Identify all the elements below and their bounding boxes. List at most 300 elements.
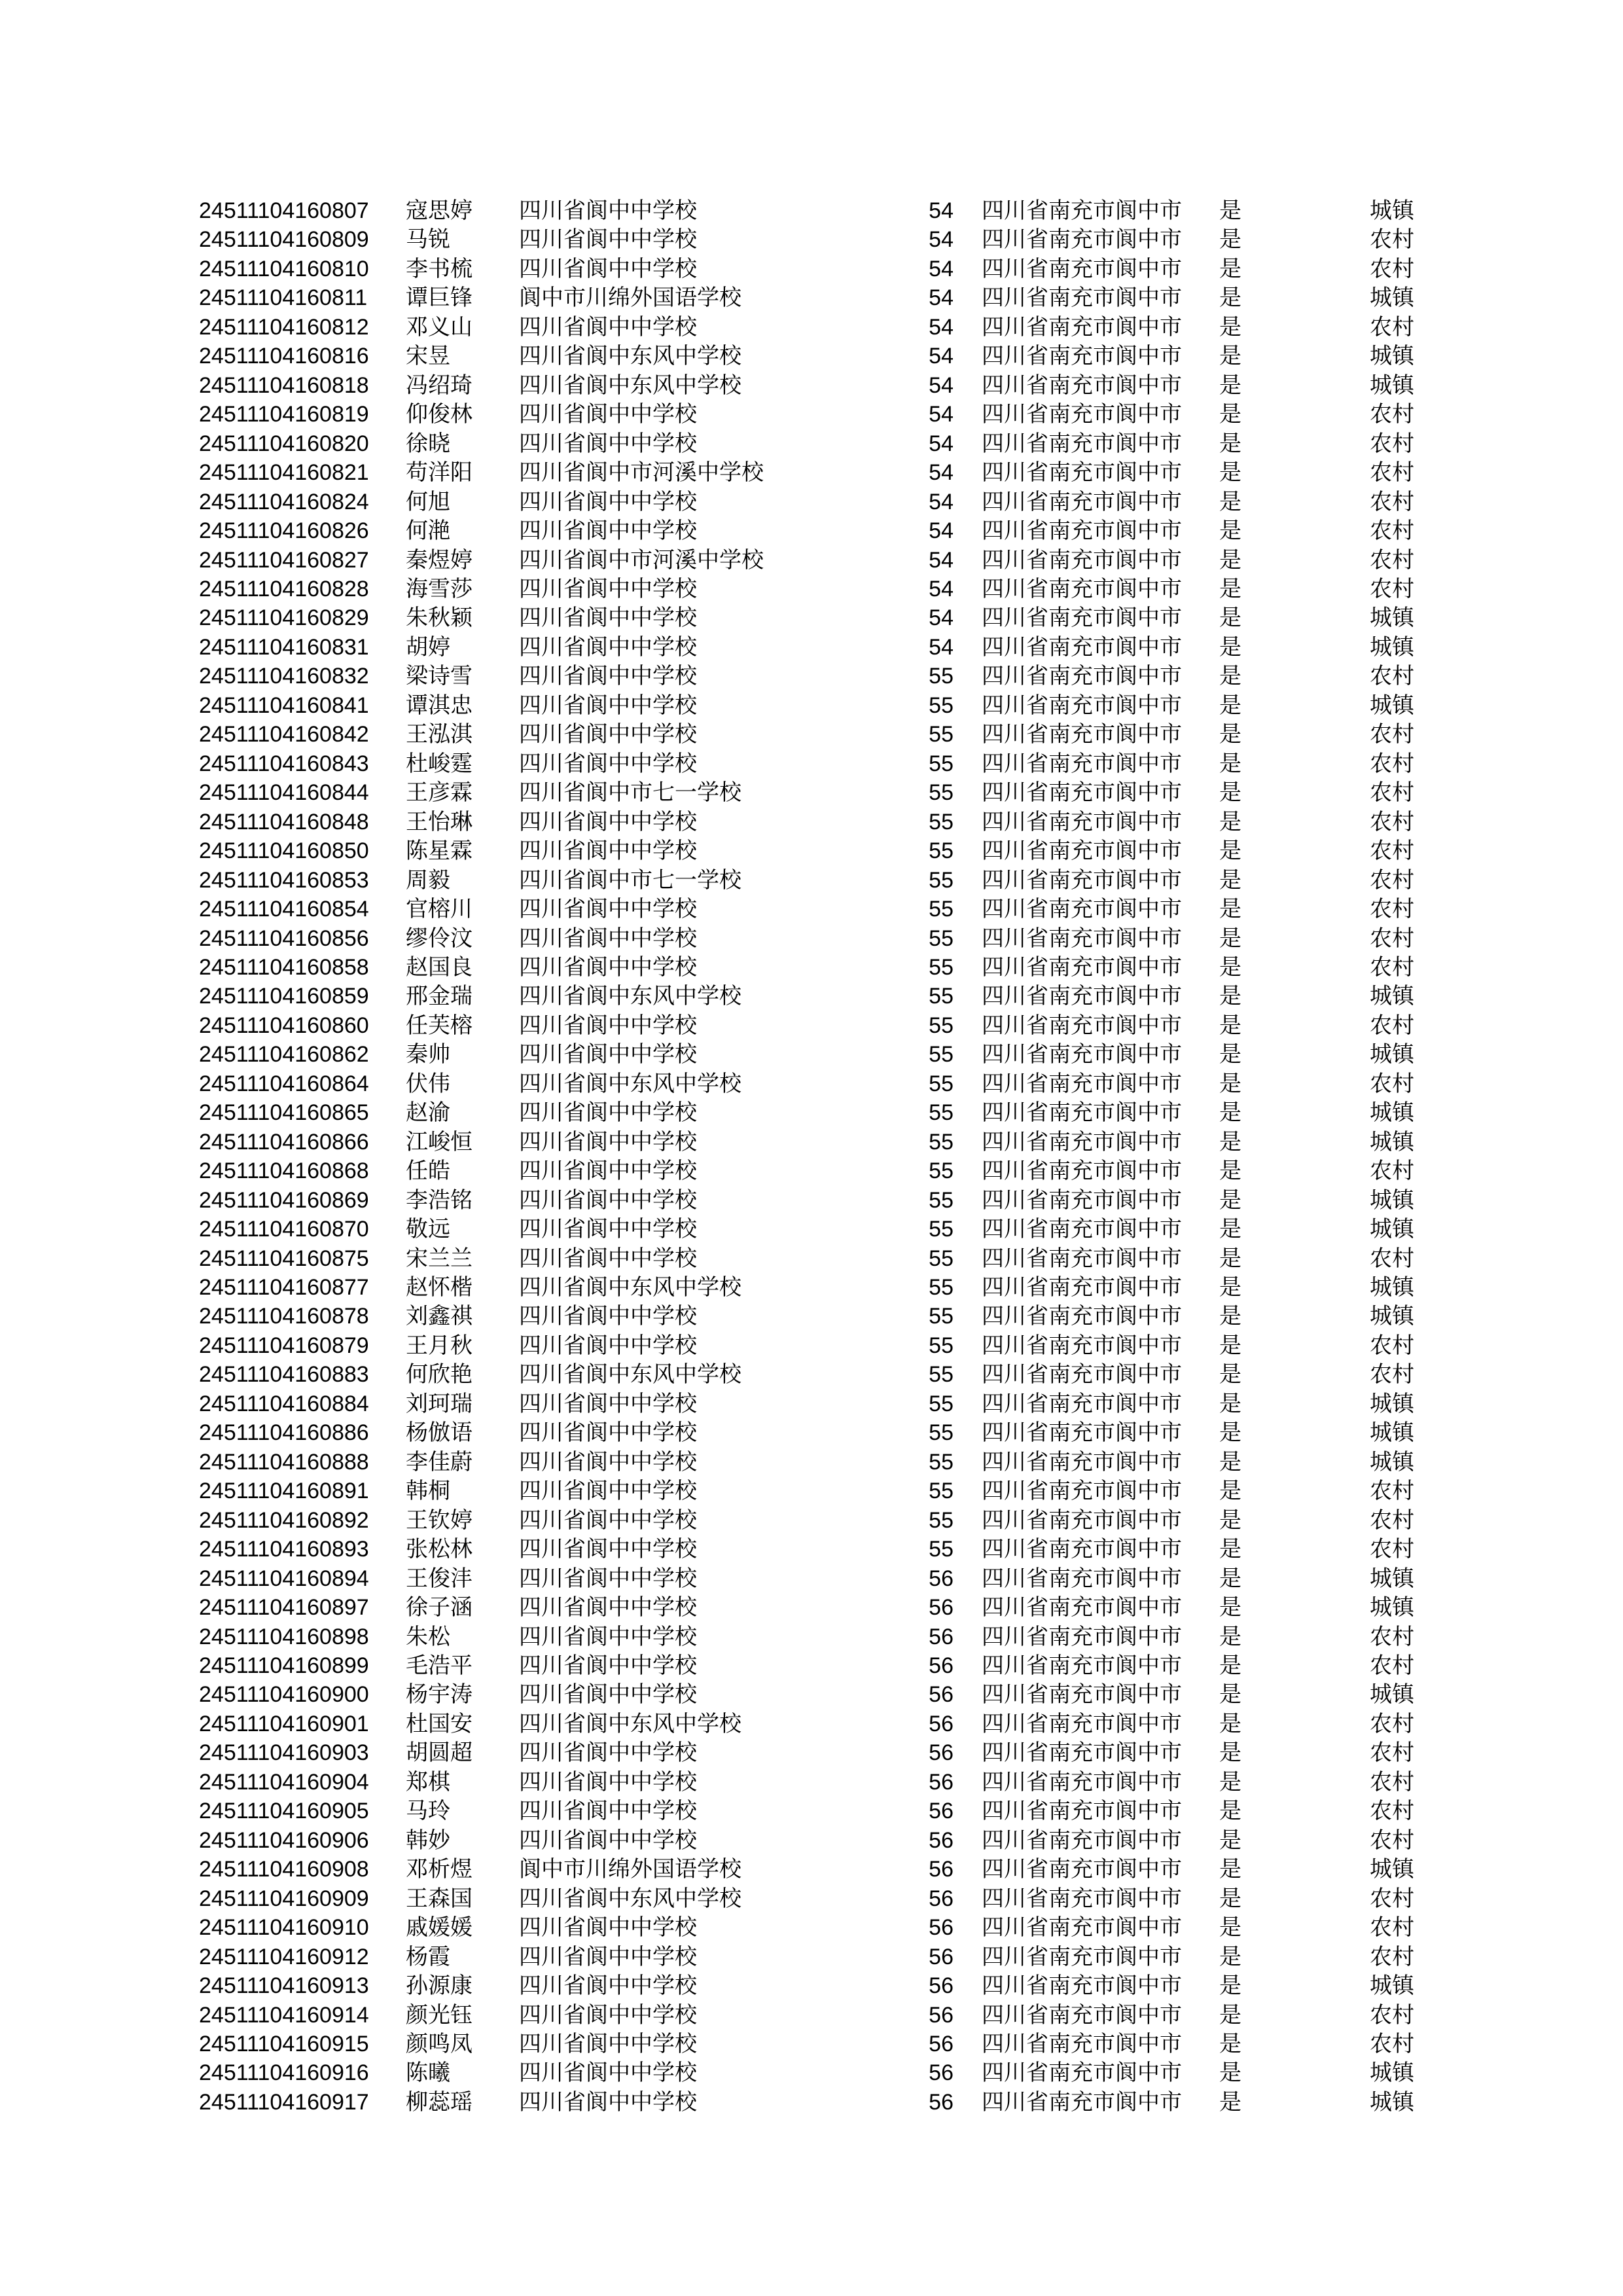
student-name-cell: 秦帅 [406, 1042, 450, 1067]
school-cell: 四川省阆中中学校 [519, 227, 697, 253]
student-name-cell: 寇思婷 [406, 198, 473, 223]
student-row [0, 1826, 1623, 1856]
school-cell: 四川省阆中中学校 [519, 314, 697, 340]
student-name-cell: 仰俊林 [406, 402, 473, 427]
student-name-cell: 谭巨锋 [406, 285, 473, 311]
area-cell: 城镇 [1370, 1187, 1414, 1213]
city-cell: 四川省南充市阆中市 [982, 925, 1182, 951]
student-row [0, 1593, 1623, 1623]
area-cell: 城镇 [1370, 344, 1414, 369]
student-row [0, 283, 1623, 313]
score-cell: 55 [929, 984, 954, 1009]
yes-flag-cell: 是 [1219, 925, 1241, 951]
city-cell: 四川省南充市阆中市 [982, 954, 1182, 980]
city-cell: 四川省南充市阆中市 [982, 518, 1182, 544]
student-name-cell: 官榕川 [406, 897, 473, 922]
student-row [0, 1098, 1623, 1128]
yes-flag-cell: 是 [1219, 1333, 1241, 1358]
yes-flag-cell: 是 [1219, 431, 1241, 456]
student-name-cell: 杜峻霆 [406, 751, 473, 776]
school-cell: 四川省阆中市七一学校 [519, 867, 741, 893]
student-row [0, 1390, 1623, 1419]
city-cell: 四川省南充市阆中市 [982, 1129, 1182, 1155]
exam-number-cell: 24511104160843 [199, 751, 369, 776]
score-cell: 56 [929, 2089, 954, 2115]
school-cell: 四川省阆中市河溪中学校 [519, 460, 764, 486]
exam-number-cell: 24511104160878 [199, 1304, 369, 1329]
school-cell: 四川省阆中中学校 [519, 954, 697, 980]
exam-number-cell: 24511104160831 [199, 634, 369, 660]
school-cell: 四川省阆中中学校 [519, 1566, 697, 1591]
area-cell: 农村 [1370, 402, 1414, 427]
student-row [0, 836, 1623, 866]
city-cell: 四川省南充市阆中市 [982, 1769, 1182, 1795]
score-cell: 56 [929, 1740, 954, 1766]
school-cell: 四川省阆中中学校 [519, 664, 697, 689]
area-cell: 农村 [1370, 780, 1414, 806]
score-cell: 56 [929, 1595, 954, 1621]
student-name-cell: 周毅 [406, 867, 450, 893]
exam-number-cell: 24511104160883 [199, 1362, 369, 1388]
exam-number-cell: 24511104160886 [199, 1420, 369, 1446]
score-cell: 54 [929, 634, 954, 660]
city-cell: 四川省南充市阆中市 [982, 1886, 1182, 1911]
student-name-cell: 杨宇涛 [406, 1682, 473, 1708]
yes-flag-cell: 是 [1219, 1129, 1241, 1155]
exam-number-cell: 24511104160862 [199, 1042, 369, 1067]
school-cell: 四川省阆中中学校 [519, 1769, 697, 1795]
student-name-cell: 李佳蔚 [406, 1449, 473, 1475]
student-row [0, 1040, 1623, 1069]
exam-number-cell: 24511104160807 [199, 198, 369, 223]
school-cell: 四川省阆中东风中学校 [519, 1711, 741, 1736]
area-cell: 城镇 [1370, 372, 1414, 398]
exam-number-cell: 24511104160844 [199, 780, 369, 806]
exam-number-cell: 24511104160864 [199, 1071, 369, 1096]
area-cell: 农村 [1370, 518, 1414, 544]
city-cell: 四川省南充市阆中市 [982, 897, 1182, 922]
score-cell: 55 [929, 1042, 954, 1067]
yes-flag-cell: 是 [1219, 2089, 1241, 2115]
school-cell: 四川省阆中中学校 [519, 692, 697, 718]
area-cell: 城镇 [1370, 1042, 1414, 1067]
student-row [0, 1738, 1623, 1768]
score-cell: 55 [929, 1217, 954, 1242]
student-name-cell: 毛浩平 [406, 1653, 473, 1678]
school-cell: 四川省阆中中学校 [519, 605, 697, 631]
area-cell: 城镇 [1370, 1217, 1414, 1242]
student-name-cell: 宋兰兰 [406, 1246, 473, 1271]
student-name-cell: 梁诗雪 [406, 664, 473, 689]
student-row [0, 1797, 1623, 1826]
school-cell: 四川省阆中中学校 [519, 1246, 697, 1271]
city-cell: 四川省南充市阆中市 [982, 664, 1182, 689]
exam-number-cell: 24511104160901 [199, 1711, 369, 1736]
exam-number-cell: 24511104160865 [199, 1100, 369, 1126]
student-row [0, 2001, 1623, 2030]
exam-number-cell: 24511104160908 [199, 1857, 369, 1882]
school-cell: 四川省阆中中学校 [519, 1595, 697, 1621]
yes-flag-cell: 是 [1219, 1042, 1241, 1067]
exam-number-cell: 24511104160917 [199, 2089, 369, 2115]
score-cell: 55 [929, 867, 954, 893]
score-cell: 55 [929, 954, 954, 980]
school-cell: 四川省阆中中学校 [519, 431, 697, 456]
student-name-cell: 徐子涵 [406, 1595, 473, 1621]
yes-flag-cell: 是 [1219, 1362, 1241, 1388]
city-cell: 四川省南充市阆中市 [982, 576, 1182, 601]
school-cell: 四川省阆中中学校 [519, 198, 697, 223]
yes-flag-cell: 是 [1219, 867, 1241, 893]
yes-flag-cell: 是 [1219, 314, 1241, 340]
school-cell: 四川省阆中中学校 [519, 1158, 697, 1184]
area-cell: 农村 [1370, 1711, 1414, 1736]
school-cell: 四川省阆中东风中学校 [519, 344, 741, 369]
school-cell: 四川省阆中中学校 [519, 1624, 697, 1649]
school-cell: 四川省阆中东风中学校 [519, 984, 741, 1009]
exam-number-cell: 24511104160906 [199, 1827, 369, 1853]
area-cell: 农村 [1370, 1624, 1414, 1649]
student-name-cell: 赵怀楷 [406, 1275, 473, 1300]
city-cell: 四川省南充市阆中市 [982, 1217, 1182, 1242]
yes-flag-cell: 是 [1219, 605, 1241, 631]
school-cell: 阆中市川绵外国语学校 [519, 285, 741, 311]
student-row [0, 1244, 1623, 1274]
area-cell: 农村 [1370, 838, 1414, 864]
school-cell: 四川省阆中中学校 [519, 925, 697, 951]
yes-flag-cell: 是 [1219, 344, 1241, 369]
student-name-cell: 王森国 [406, 1886, 473, 1911]
student-row [0, 2030, 1623, 2059]
yes-flag-cell: 是 [1219, 692, 1241, 718]
yes-flag-cell: 是 [1219, 751, 1241, 776]
student-name-cell: 秦煜婷 [406, 547, 473, 573]
area-cell: 农村 [1370, 751, 1414, 776]
city-cell: 四川省南充市阆中市 [982, 1246, 1182, 1271]
area-cell: 城镇 [1370, 1857, 1414, 1882]
student-row [0, 1971, 1623, 2001]
student-name-cell: 朱秋颖 [406, 605, 473, 631]
student-row [0, 2058, 1623, 2088]
exam-number-cell: 24511104160842 [199, 722, 369, 747]
student-name-cell: 陈曦 [406, 2060, 450, 2086]
score-cell: 56 [929, 1799, 954, 1824]
score-cell: 55 [929, 1158, 954, 1184]
school-cell: 四川省阆中中学校 [519, 1740, 697, 1766]
score-cell: 56 [929, 1711, 954, 1736]
city-cell: 四川省南充市阆中市 [982, 1042, 1182, 1067]
city-cell: 四川省南充市阆中市 [982, 1857, 1182, 1882]
student-row [0, 1680, 1623, 1710]
exam-number-cell: 24511104160812 [199, 314, 369, 340]
score-cell: 55 [929, 1420, 954, 1446]
student-row [0, 895, 1623, 924]
school-cell: 四川省阆中中学校 [519, 256, 697, 281]
yes-flag-cell: 是 [1219, 1100, 1241, 1126]
score-cell: 55 [929, 1013, 954, 1038]
student-row [0, 1418, 1623, 1448]
school-cell: 四川省阆中中学校 [519, 1507, 697, 1533]
student-row [0, 400, 1623, 429]
yes-flag-cell: 是 [1219, 780, 1241, 806]
yes-flag-cell: 是 [1219, 1915, 1241, 1941]
student-row [0, 225, 1623, 255]
area-cell: 城镇 [1370, 634, 1414, 660]
student-name-cell: 谭淇忠 [406, 692, 473, 718]
area-cell: 城镇 [1370, 1973, 1414, 1999]
student-name-cell: 李浩铭 [406, 1187, 473, 1213]
student-row [0, 808, 1623, 837]
school-cell: 四川省阆中中学校 [519, 1042, 697, 1067]
student-row [0, 1360, 1623, 1390]
exam-number-cell: 24511104160914 [199, 2002, 369, 2028]
student-row [0, 1011, 1623, 1041]
yes-flag-cell: 是 [1219, 1013, 1241, 1038]
area-cell: 农村 [1370, 1507, 1414, 1533]
yes-flag-cell: 是 [1219, 1217, 1241, 1242]
score-cell: 54 [929, 605, 954, 631]
score-cell: 55 [929, 1100, 954, 1126]
school-cell: 四川省阆中中学校 [519, 2089, 697, 2115]
yes-flag-cell: 是 [1219, 460, 1241, 486]
yes-flag-cell: 是 [1219, 1246, 1241, 1271]
school-cell: 阆中市川绵外国语学校 [519, 1857, 741, 1882]
exam-number-cell: 24511104160870 [199, 1217, 369, 1242]
area-cell: 农村 [1370, 460, 1414, 486]
student-name-cell: 任芙榕 [406, 1013, 473, 1038]
area-cell: 城镇 [1370, 1420, 1414, 1446]
school-cell: 四川省阆中市河溪中学校 [519, 547, 764, 573]
city-cell: 四川省南充市阆中市 [982, 256, 1182, 281]
area-cell: 农村 [1370, 1479, 1414, 1504]
area-cell: 农村 [1370, 1799, 1414, 1824]
area-cell: 城镇 [1370, 1682, 1414, 1708]
area-cell: 农村 [1370, 2002, 1414, 2028]
exam-number-cell: 24511104160820 [199, 431, 369, 456]
school-cell: 四川省阆中中学校 [519, 1129, 697, 1155]
yes-flag-cell: 是 [1219, 1537, 1241, 1562]
student-row [0, 1069, 1623, 1099]
yes-flag-cell: 是 [1219, 634, 1241, 660]
exam-number-cell: 24511104160826 [199, 518, 369, 544]
school-cell: 四川省阆中中学校 [519, 1420, 697, 1446]
area-cell: 城镇 [1370, 1391, 1414, 1416]
student-row [0, 255, 1623, 284]
student-row [0, 1623, 1623, 1652]
exam-number-cell: 24511104160853 [199, 867, 369, 893]
school-cell: 四川省阆中市七一学校 [519, 780, 741, 806]
student-name-cell: 李书梳 [406, 256, 473, 281]
city-cell: 四川省南充市阆中市 [982, 605, 1182, 631]
school-cell: 四川省阆中中学校 [519, 1304, 697, 1329]
score-cell: 55 [929, 1333, 954, 1358]
student-name-cell: 戚媛媛 [406, 1915, 473, 1941]
exam-number-cell: 24511104160894 [199, 1566, 369, 1591]
exam-number-cell: 24511104160888 [199, 1449, 369, 1475]
city-cell: 四川省南充市阆中市 [982, 372, 1182, 398]
school-cell: 四川省阆中中学校 [519, 1682, 697, 1708]
student-row [0, 196, 1623, 226]
yes-flag-cell: 是 [1219, 1158, 1241, 1184]
exam-number-cell: 24511104160850 [199, 838, 369, 864]
student-name-cell: 颜鸣凤 [406, 2031, 473, 2056]
yes-flag-cell: 是 [1219, 198, 1241, 223]
student-name-cell: 杜国安 [406, 1711, 473, 1736]
yes-flag-cell: 是 [1219, 1566, 1241, 1591]
area-cell: 农村 [1370, 1537, 1414, 1562]
exam-number-cell: 24511104160877 [199, 1275, 369, 1300]
score-cell: 56 [929, 1682, 954, 1708]
student-name-cell: 刘珂瑞 [406, 1391, 473, 1416]
school-cell: 四川省阆中中学校 [519, 2002, 697, 2028]
student-row [0, 313, 1623, 342]
city-cell: 四川省南充市阆中市 [982, 431, 1182, 456]
area-cell: 农村 [1370, 1769, 1414, 1795]
student-name-cell: 马玲 [406, 1799, 450, 1824]
city-cell: 四川省南充市阆中市 [982, 1973, 1182, 1999]
yes-flag-cell: 是 [1219, 2002, 1241, 2028]
student-name-cell: 张松林 [406, 1537, 473, 1562]
city-cell: 四川省南充市阆中市 [982, 1158, 1182, 1184]
student-row [0, 1186, 1623, 1215]
yes-flag-cell: 是 [1219, 372, 1241, 398]
exam-number-cell: 24511104160910 [199, 1915, 369, 1941]
student-row [0, 1768, 1623, 1797]
student-row [0, 458, 1623, 488]
exam-number-cell: 24511104160860 [199, 1013, 369, 1038]
exam-number-cell: 24511104160866 [199, 1129, 369, 1155]
city-cell: 四川省南充市阆中市 [982, 1799, 1182, 1824]
city-cell: 四川省南充市阆中市 [982, 751, 1182, 776]
score-cell: 56 [929, 1827, 954, 1853]
yes-flag-cell: 是 [1219, 1449, 1241, 1475]
area-cell: 农村 [1370, 547, 1414, 573]
yes-flag-cell: 是 [1219, 1653, 1241, 1678]
score-cell: 54 [929, 460, 954, 486]
school-cell: 四川省阆中中学校 [519, 576, 697, 601]
score-cell: 56 [929, 1857, 954, 1882]
city-cell: 四川省南充市阆中市 [982, 1740, 1182, 1766]
score-cell: 54 [929, 518, 954, 544]
yes-flag-cell: 是 [1219, 1682, 1241, 1708]
yes-flag-cell: 是 [1219, 1275, 1241, 1300]
area-cell: 城镇 [1370, 1449, 1414, 1475]
school-cell: 四川省阆中中学校 [519, 1915, 697, 1941]
city-cell: 四川省南充市阆中市 [982, 1827, 1182, 1853]
student-row [0, 982, 1623, 1011]
student-name-cell: 柳蕊瑶 [406, 2089, 473, 2115]
score-cell: 56 [929, 1769, 954, 1795]
exam-number-cell: 24511104160913 [199, 1973, 369, 1999]
score-cell: 54 [929, 402, 954, 427]
student-name-cell: 马锐 [406, 227, 450, 253]
yes-flag-cell: 是 [1219, 1711, 1241, 1736]
exam-number-cell: 24511104160891 [199, 1479, 369, 1504]
city-cell: 四川省南充市阆中市 [982, 1391, 1182, 1416]
student-name-cell: 陈星霖 [406, 838, 473, 864]
school-cell: 四川省阆中中学校 [519, 1479, 697, 1504]
school-cell: 四川省阆中中学校 [519, 1013, 697, 1038]
score-cell: 55 [929, 664, 954, 689]
score-cell: 54 [929, 372, 954, 398]
exam-number-cell: 24511104160818 [199, 372, 369, 398]
yes-flag-cell: 是 [1219, 489, 1241, 514]
student-name-cell: 何滟 [406, 518, 450, 544]
area-cell: 农村 [1370, 867, 1414, 893]
yes-flag-cell: 是 [1219, 227, 1241, 253]
school-cell: 四川省阆中中学校 [519, 809, 697, 834]
exam-number-cell: 24511104160854 [199, 897, 369, 922]
yes-flag-cell: 是 [1219, 1595, 1241, 1621]
exam-number-cell: 24511104160915 [199, 2031, 369, 2056]
area-cell: 农村 [1370, 1158, 1414, 1184]
student-name-cell: 韩桐 [406, 1479, 450, 1504]
school-cell: 四川省阆中东风中学校 [519, 1071, 741, 1096]
exam-number-cell: 24511104160900 [199, 1682, 369, 1708]
exam-number-cell: 24511104160848 [199, 809, 369, 834]
yes-flag-cell: 是 [1219, 954, 1241, 980]
score-cell: 55 [929, 838, 954, 864]
city-cell: 四川省南充市阆中市 [982, 1100, 1182, 1126]
student-name-cell: 何欣艳 [406, 1362, 473, 1388]
city-cell: 四川省南充市阆中市 [982, 1071, 1182, 1096]
school-cell: 四川省阆中东风中学校 [519, 1362, 741, 1388]
student-name-cell: 王彦霖 [406, 780, 473, 806]
student-row [0, 1535, 1623, 1564]
city-cell: 四川省南充市阆中市 [982, 2031, 1182, 2056]
exam-number-cell: 24511104160893 [199, 1537, 369, 1562]
area-cell: 城镇 [1370, 2060, 1414, 2086]
score-cell: 55 [929, 925, 954, 951]
area-cell: 农村 [1370, 314, 1414, 340]
area-cell: 农村 [1370, 1827, 1414, 1853]
score-cell: 54 [929, 285, 954, 311]
area-cell: 农村 [1370, 576, 1414, 601]
area-cell: 农村 [1370, 1653, 1414, 1678]
score-cell: 55 [929, 1187, 954, 1213]
student-row [0, 429, 1623, 459]
student-row [0, 866, 1623, 895]
area-cell: 农村 [1370, 1333, 1414, 1358]
city-cell: 四川省南充市阆中市 [982, 2060, 1182, 2086]
school-cell: 四川省阆中中学校 [519, 489, 697, 514]
student-name-cell: 宋昱 [406, 344, 450, 369]
city-cell: 四川省南充市阆中市 [982, 809, 1182, 834]
student-name-cell: 郑棋 [406, 1769, 450, 1795]
yes-flag-cell: 是 [1219, 1857, 1241, 1882]
student-row [0, 633, 1623, 662]
score-cell: 55 [929, 722, 954, 747]
area-cell: 农村 [1370, 809, 1414, 834]
score-cell: 55 [929, 780, 954, 806]
area-cell: 城镇 [1370, 2089, 1414, 2115]
student-row [0, 924, 1623, 954]
city-cell: 四川省南充市阆中市 [982, 198, 1182, 223]
score-cell: 55 [929, 1391, 954, 1416]
city-cell: 四川省南充市阆中市 [982, 1187, 1182, 1213]
score-cell: 54 [929, 344, 954, 369]
city-cell: 四川省南充市阆中市 [982, 1333, 1182, 1358]
student-name-cell: 杨霞 [406, 1944, 450, 1969]
student-name-cell: 苟洋阳 [406, 460, 473, 486]
student-name-cell: 赵渝 [406, 1100, 450, 1126]
school-cell: 四川省阆中中学校 [519, 1391, 697, 1416]
student-name-cell: 王泓淇 [406, 722, 473, 747]
student-name-cell: 刘鑫祺 [406, 1304, 473, 1329]
exam-number-cell: 24511104160868 [199, 1158, 369, 1184]
yes-flag-cell: 是 [1219, 285, 1241, 311]
student-name-cell: 胡婷 [406, 634, 450, 660]
